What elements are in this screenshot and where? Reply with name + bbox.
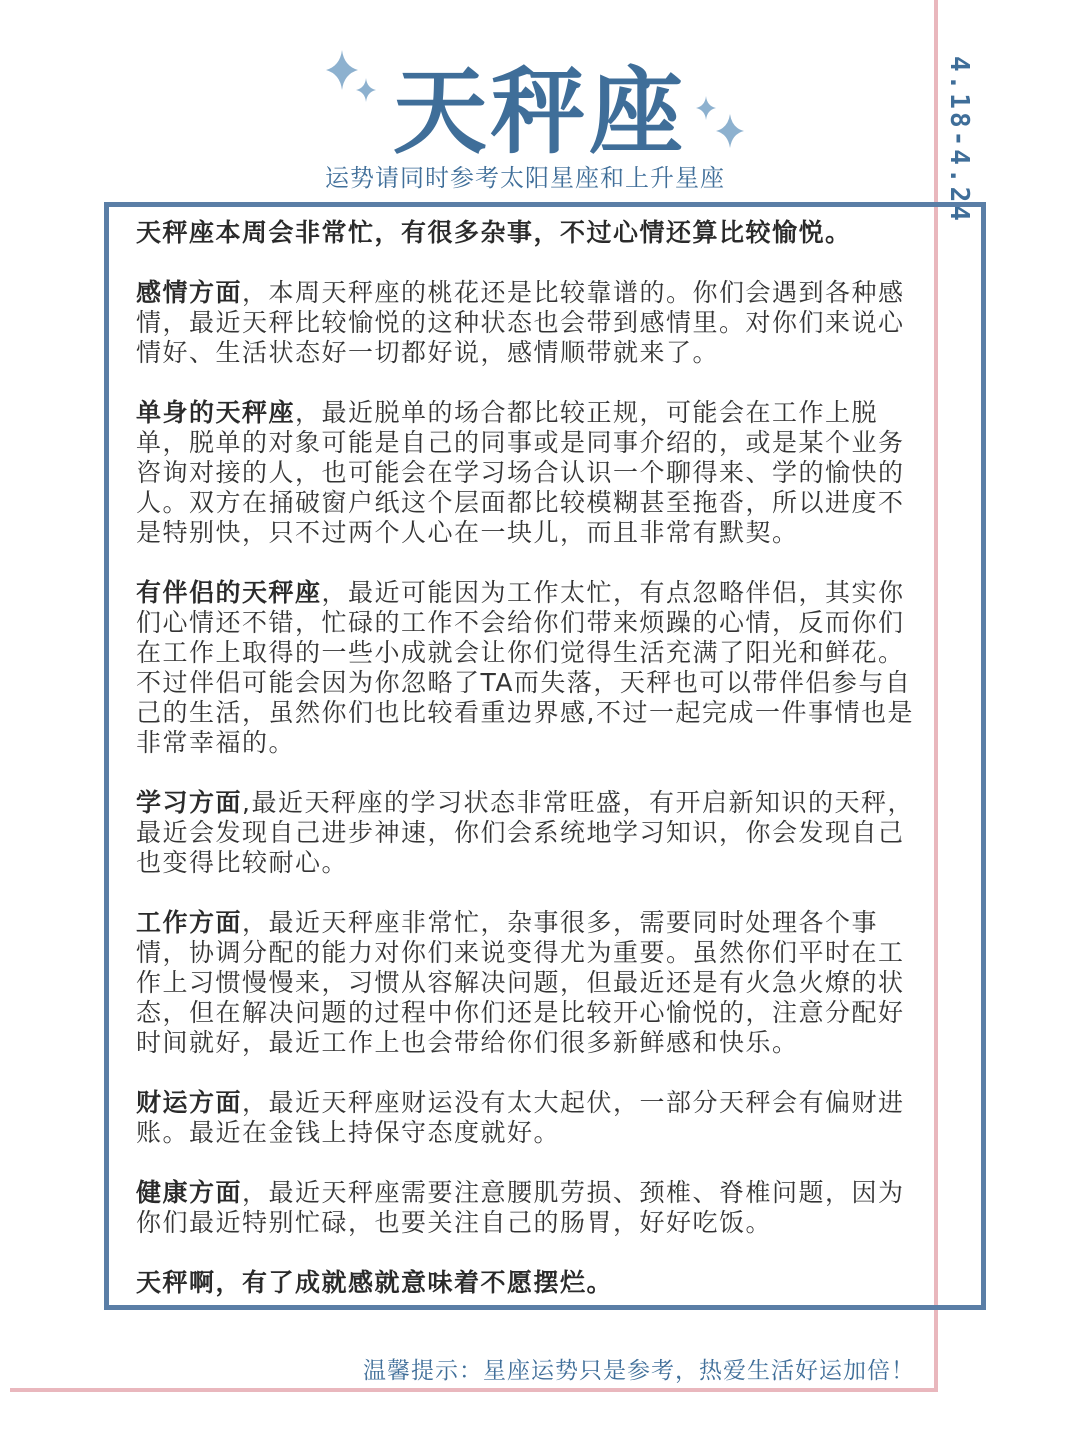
section-heading: 健康方面 <box>136 1178 243 1207</box>
section-heading: 学习方面 <box>136 788 243 817</box>
section-text: ，最近脱单的场合都比较正规，可能会在工作上脱单，脱单的对象可能是自己的同事或是同事介绍的，或是某个业务咨询对接的人，也可能会在学习场合认识一个聊得来、学的愉快的人。双方在捅破窗户纸这个层面都比较模糊甚至拖沓，所以进度不是特别快，只不过两个人心在一块儿，而且非常有默契。 <box>136 398 905 547</box>
section-partnered <box>136 578 920 758</box>
intro-paragraph: 天秤座本周会非常忙，有很多杂事，不过心情还算比较愉悦。 <box>136 218 852 247</box>
horoscope-body <box>136 218 920 1328</box>
section-text: ，最近天秤座需要注意腰肌劳损、颈椎、脊椎问题，因为你们最近特别忙碌，也要关注自己的肠胃，好好吃饭。 <box>136 1178 905 1237</box>
section-work <box>136 908 920 1058</box>
page-title: 天秤座 <box>392 58 687 167</box>
section-text: ，最近可能因为工作太忙，有点忽略伴侣，其实你们心情还不错，忙碌的工作不会给你们带来烦躁的心情，反而你们在工作上取得的一些小成就会让你们觉得生活充满了阳光和鲜花。不过伴侣可能会因为你忽略了TA而失落，天秤也可以带伴侣参与自己的生活，虽然你们也比较看重边界感,不过一起完成一件事情也是非常幸福的。 <box>136 578 914 757</box>
section-text: ，最近天秤座非常忙，杂事很多，需要同时处理各个事情，协调分配的能力对你们来说变得尤为重要。虽然你们平时在工作上习惯慢慢来，习惯从容解决问题，但最近还是有火急火燎的状态，但在解决问题的过程中你们还是比较开心愉悦的，注意分配好时间就好，最近工作上也会带给你们很多新鲜感和快乐。 <box>136 908 905 1057</box>
section-single <box>136 398 920 548</box>
section-heading: 财运方面 <box>136 1088 243 1117</box>
section-love <box>136 278 920 368</box>
section-text: ，最近天秤座财运没有太大起伏，一部分天秤会有偏财进账。最近在金钱上持保守态度就好。 <box>136 1088 905 1147</box>
footer-tip: 温馨提示：星座运势只是参考，热爱生活好运加倍！ <box>363 1358 915 1384</box>
section-heading: 有伴侣的天秤座 <box>136 578 322 607</box>
closing-paragraph: 天秤啊，有了成就感就意味着不愿摆烂。 <box>136 1268 614 1297</box>
section-study <box>136 788 920 878</box>
section-wealth <box>136 1088 920 1148</box>
date-range: 4.18-4.24 <box>944 56 974 224</box>
section-heading: 单身的天秤座 <box>136 398 296 427</box>
section-heading: 感情方面 <box>136 278 243 307</box>
section-text: ，本周天秤座的桃花还是比较靠谱的。你们会遇到各种感情，最近天秤比较愉悦的这种状态也会带到感情里。对你们来说心情好、生活状态好一切都好说，感情顺带就来了。 <box>136 278 905 367</box>
section-heading: 工作方面 <box>136 908 243 937</box>
section-text: ,最近天秤座的学习状态非常旺盛，有开启新知识的天秤，最近会发现自己进步神速，你们会系统地学习知识，你会发现自己也变得比较耐心。 <box>136 788 914 877</box>
page-subtitle: 运势请同时参考太阳星座和上升星座 <box>325 164 725 192</box>
pink-horizontal-line <box>10 1388 938 1392</box>
section-health <box>136 1178 920 1238</box>
